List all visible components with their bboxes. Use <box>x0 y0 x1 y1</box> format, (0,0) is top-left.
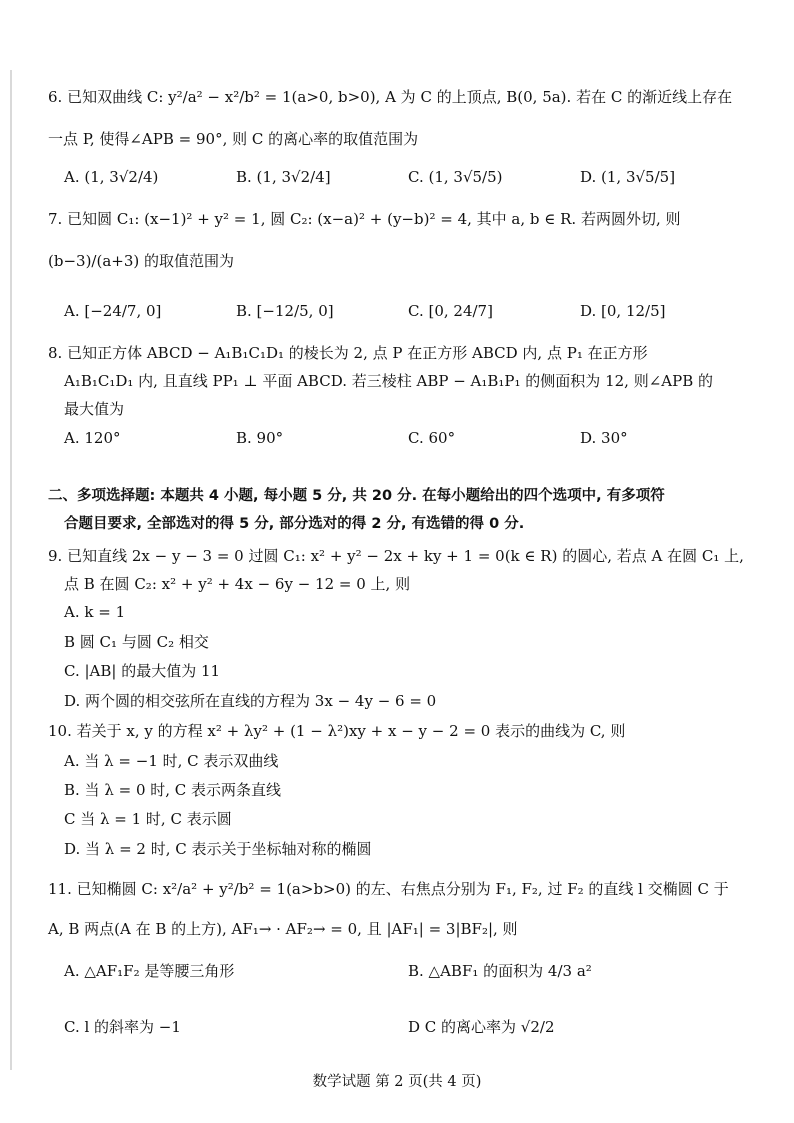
q6-option-a: A. (1, 3√2/4) <box>64 168 159 186</box>
q10-option-d: D. 当 λ = 2 时, C 表示关于坐标轴对称的椭圆 <box>64 840 372 858</box>
q11-option-d: D C 的离心率为 √2/2 <box>408 1018 555 1036</box>
q11-stem-line1: 11. 已知椭圆 C: x²/a² + y²/b² = 1(a>b>0) 的左、右焦点分别为 F₁, F₂, 过 F₂ 的直线 l 交椭圆 C 于 <box>48 880 729 898</box>
q7-stem-line1: 7. 已知圆 C₁: (x−1)² + y² = 1, 圆 C₂: (x−a)² + (y−b)² = 4, 其中 a, b ∈ R. 若两圆外切, 则 <box>48 210 681 228</box>
q6-option-c: C. (1, 3√5/5) <box>408 168 503 186</box>
q10-option-c: C 当 λ = 1 时, C 表示圆 <box>64 810 232 828</box>
q9-stem-line2: 点 B 在圆 C₂: x² + y² + 4x − 6y − 12 = 0 上, 则 <box>64 575 411 593</box>
q6-stem-line2: 一点 P, 使得∠APB = 90°, 则 C 的离心率的取值范围为 <box>48 130 419 148</box>
q7-option-d: D. [0, 12/5] <box>580 302 666 320</box>
q10-stem-line1: 10. 若关于 x, y 的方程 x² + λy² + (1 − λ²)xy + x − y − 2 = 0 表示的曲线为 C, 则 <box>48 722 626 740</box>
q10-option-b: B. 当 λ = 0 时, C 表示两条直线 <box>64 781 282 799</box>
q8-option-a: A. 120° <box>64 429 121 447</box>
q7-options <box>64 292 754 332</box>
q11-option-c: C. l 的斜率为 −1 <box>64 1018 181 1036</box>
q7-stem-line2: (b−3)/(a+3) 的取值范围为 <box>48 252 234 270</box>
q9-option-b: B 圆 C₁ 与圆 C₂ 相交 <box>64 633 209 651</box>
q6-option-b: B. (1, 3√2/4] <box>236 168 331 186</box>
q11-options-row1 <box>64 952 754 992</box>
scan-edge-line <box>10 70 12 1070</box>
q7-option-b: B. [−12/5, 0] <box>236 302 334 320</box>
q9-option-c: C. |AB| 的最大值为 11 <box>64 662 221 680</box>
q6-options <box>64 158 754 198</box>
q11-option-b: B. △ABF₁ 的面积为 4/3 a² <box>408 962 592 980</box>
q7-option-a: A. [−24/7, 0] <box>64 302 162 320</box>
q8-option-c: C. 60° <box>408 429 456 447</box>
q8-stem-line1: 8. 已知正方体 ABCD − A₁B₁C₁D₁ 的棱长为 2, 点 P 在正方形 ABCD 内, 点 P₁ 在正方形 <box>48 344 648 362</box>
q8-stem-line2: A₁B₁C₁D₁ 内, 且直线 PP₁ ⊥ 平面 ABCD. 若三棱柱 ABP − A₁B₁P₁ 的侧面积为 12, 则∠APB 的 <box>64 372 713 390</box>
q9-option-a: A. k = 1 <box>64 603 126 621</box>
q11-stem-line2: A, B 两点(A 在 B 的上方), AF₁→ · AF₂→ = 0, 且 |AF₁| = 3|BF₂|, 则 <box>48 920 518 938</box>
q11-options-row2 <box>64 1008 754 1048</box>
q8-options <box>64 419 754 459</box>
q11-option-a: A. △AF₁F₂ 是等腰三角形 <box>64 962 235 980</box>
q6-option-d: D. (1, 3√5/5] <box>580 168 676 186</box>
q9-option-d: D. 两个圆的相交弦所在直线的方程为 3x − 4y − 6 = 0 <box>64 692 437 710</box>
q8-option-d: D. 30° <box>580 429 628 447</box>
q9-stem-line1: 9. 已知直线 2x − y − 3 = 0 过圆 C₁: x² + y² − 2x + ky + 1 = 0(k ∈ R) 的圆心, 若点 A 在圆 C₁ 上, <box>48 547 744 565</box>
q6-stem-line1: 6. 已知双曲线 C: y²/a² − x²/b² = 1(a>0, b>0), A 为 C 的上顶点, B(0, 5a). 若在 C 的渐近线上存在 <box>48 88 733 106</box>
section2-heading-line2: 合题目要求, 全部选对的得 5 分, 部分选对的得 2 分, 有选错的得 0 分. <box>64 516 525 532</box>
q7-option-c: C. [0, 24/7] <box>408 302 493 320</box>
section2-heading-line1: 二、多项选择题: 本题共 4 小题, 每小题 5 分, 共 20 分. 在每小题给出的四个选项中, 有多项符 <box>48 488 665 504</box>
q8-stem-line3: 最大值为 <box>64 400 125 418</box>
q8-option-b: B. 90° <box>236 429 284 447</box>
page-footer: 数学试题 第 2 页(共 4 页) <box>312 1074 482 1090</box>
q10-option-a: A. 当 λ = −1 时, C 表示双曲线 <box>64 752 279 770</box>
